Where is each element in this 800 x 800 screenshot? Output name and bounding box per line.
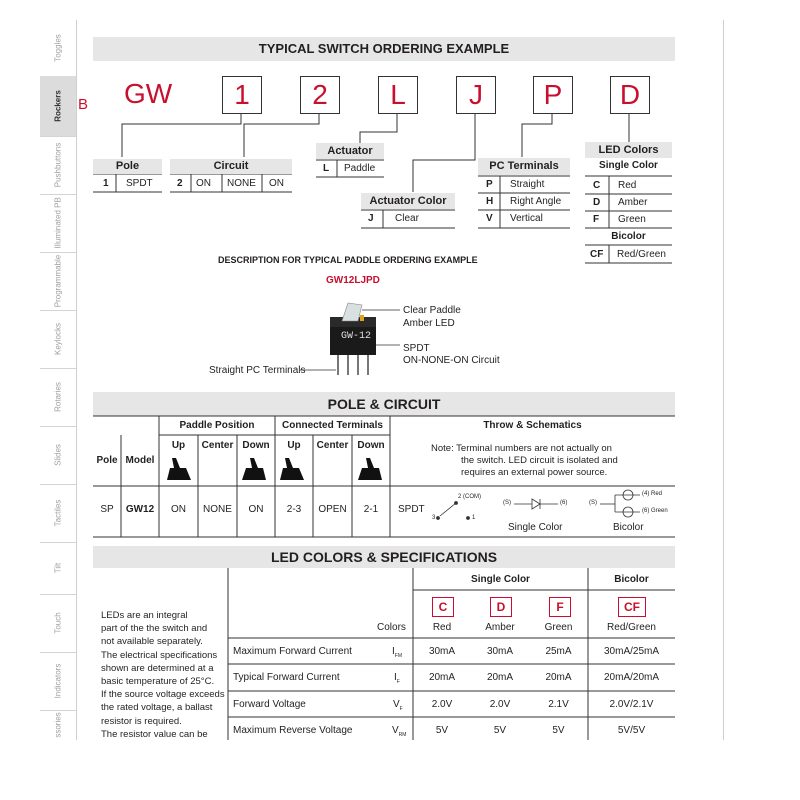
tab-label: Slides bbox=[53, 444, 63, 466]
schem-bicolor-label: Bicolor bbox=[613, 522, 644, 533]
pc-value-vertical: Vertical bbox=[510, 213, 543, 224]
spec-value: 5V/5V bbox=[617, 725, 646, 736]
led-bicolor-title: Bicolor bbox=[611, 231, 646, 242]
box-circuit: 2 bbox=[300, 76, 340, 114]
description-part-number: GW12LJPD bbox=[326, 275, 380, 286]
spec-symbol bbox=[392, 725, 406, 738]
color-name-green: Green bbox=[544, 622, 573, 633]
bicolor-header: Bicolor bbox=[614, 574, 649, 585]
spec-value: 2.0V bbox=[431, 699, 453, 710]
paddle-up-value: ON bbox=[171, 504, 186, 515]
pole-code: 1 bbox=[103, 178, 109, 189]
spec-value: 30mA/25mA bbox=[603, 646, 660, 657]
single-color-header: Single Color bbox=[471, 574, 530, 585]
terminal-note-1: Note: Terminal numbers are not actually on bbox=[431, 443, 612, 454]
throw-value: SPDT bbox=[398, 504, 425, 515]
schem-bicolor-s: (S) bbox=[589, 500, 597, 506]
colors-label: Colors bbox=[377, 622, 406, 633]
tab-label: Pushbuttons bbox=[53, 142, 63, 188]
terminal-note-3: requires an external power source. bbox=[461, 467, 608, 478]
paddle-center-header: Center bbox=[201, 440, 234, 451]
switch-model-print: GW-12 bbox=[341, 331, 372, 342]
spec-symbol bbox=[394, 672, 400, 685]
spec-symbol-sub: RM bbox=[398, 732, 407, 738]
spec-value: 20mA bbox=[428, 672, 456, 683]
intro-line: resistor is required. bbox=[101, 715, 182, 727]
pc-terminals-title: PC Terminals bbox=[478, 158, 570, 175]
callout-amber-led: Amber LED bbox=[403, 318, 455, 329]
intro-line: The electrical specifications bbox=[101, 649, 218, 661]
spec-value: 5V bbox=[552, 725, 565, 736]
callout-spdt: SPDT bbox=[403, 343, 430, 354]
led-value-red-green: Red/Green bbox=[617, 249, 666, 260]
led-colors-title: LED Colors bbox=[585, 142, 672, 158]
circuit-title: Circuit bbox=[170, 159, 292, 174]
spec-value: 5V bbox=[493, 725, 507, 736]
paddle-center-value: NONE bbox=[203, 504, 232, 515]
schem-t1: 1 bbox=[472, 515, 476, 521]
spec-symbol-sub: F bbox=[399, 706, 403, 712]
tab-label: ssories bbox=[53, 712, 63, 738]
circuit-up: ON bbox=[196, 178, 211, 189]
spec-value: 20mA bbox=[545, 672, 572, 683]
spec-label-typical-forward-current: Typical Forward Current bbox=[233, 672, 340, 683]
callout-circuit: ON-NONE-ON Circuit bbox=[403, 355, 500, 366]
color-name-red: Red bbox=[432, 622, 452, 633]
terminals-down-value: 2-1 bbox=[363, 504, 379, 515]
pc-code-p: P bbox=[486, 179, 493, 190]
spec-symbol-letter: I bbox=[392, 646, 395, 657]
terminals-up-header: Up bbox=[287, 440, 301, 451]
schem-green: (6) Green bbox=[642, 508, 668, 514]
pole-title: Pole bbox=[93, 159, 162, 174]
tab-label: Tilt bbox=[53, 562, 63, 574]
schem-com: 2 (COM) bbox=[458, 494, 481, 500]
spec-value: 2.1V bbox=[548, 699, 569, 710]
schem-t3: 3 bbox=[432, 515, 436, 521]
tab-label: Programmable bbox=[53, 254, 63, 308]
connected-terminals-header: Connected Terminals bbox=[282, 420, 383, 431]
color-code-cf: CF bbox=[618, 597, 646, 617]
paddle-up-header: Up bbox=[171, 440, 186, 451]
pole-circuit-title: POLE & CIRCUIT bbox=[93, 392, 675, 416]
schem-single-s: (S) bbox=[503, 500, 511, 506]
spec-value: 20mA/20mA bbox=[603, 672, 660, 683]
pc-code-h: H bbox=[486, 196, 494, 207]
callout-terminals: Straight PC Terminals bbox=[209, 365, 306, 376]
terminals-up-value: 2-3 bbox=[286, 504, 302, 515]
spec-value: 30mA bbox=[428, 646, 456, 657]
led-single-title: Single Color bbox=[599, 160, 658, 171]
spec-label-max-forward-current: Maximum Forward Current bbox=[233, 646, 352, 657]
description-title: DESCRIPTION FOR TYPICAL PADDLE ORDERING EXAMPLE bbox=[218, 255, 478, 265]
intro-line: the rated voltage, a ballast bbox=[101, 702, 213, 714]
led-code-f: F bbox=[593, 214, 600, 225]
spec-label-forward-voltage: Forward Voltage bbox=[233, 699, 306, 710]
spec-symbol bbox=[393, 699, 403, 712]
terminals-center-header: Center bbox=[316, 440, 349, 451]
terminal-note-2: the switch. LED circuit is isolated and bbox=[461, 455, 618, 466]
color-name-red-green: Red/Green bbox=[607, 622, 656, 633]
spec-symbol bbox=[392, 646, 402, 659]
box-pole: 1 bbox=[222, 76, 262, 114]
tab-label: Rockers bbox=[53, 90, 63, 122]
intro-line: shown are determined at a bbox=[101, 662, 214, 674]
led-value-red: Red bbox=[618, 180, 637, 191]
actuator-code: L bbox=[323, 163, 330, 174]
box-actuator-color: J bbox=[456, 76, 496, 114]
actuator-color-code: J bbox=[368, 213, 374, 224]
paddle-down-value: ON bbox=[248, 504, 264, 515]
tab-label: Indicators bbox=[53, 663, 63, 699]
pole-value: SPDT bbox=[126, 178, 153, 189]
box-led-colors: D bbox=[610, 76, 650, 114]
actuator-color-value: Clear bbox=[395, 213, 419, 224]
spec-symbol-sub: FM bbox=[394, 653, 403, 659]
color-code-d: D bbox=[490, 597, 512, 617]
pc-value-right-angle: Right Angle bbox=[510, 196, 562, 207]
led-code-c: C bbox=[593, 180, 601, 191]
ordering-title: TYPICAL SWITCH ORDERING EXAMPLE bbox=[93, 37, 675, 61]
terminals-center-value: OPEN bbox=[318, 504, 347, 515]
led-intro-paragraph bbox=[101, 609, 225, 741]
spec-symbol-letter: I bbox=[394, 672, 397, 683]
actuator-color-title: Actuator Color bbox=[361, 193, 455, 209]
terminals-down-header: Down bbox=[357, 440, 385, 451]
throw-schematics-header: Throw & Schematics bbox=[483, 420, 582, 431]
pole-value: SP bbox=[100, 504, 114, 515]
led-code-cf: CF bbox=[590, 249, 604, 260]
spec-value: 25mA bbox=[545, 646, 572, 657]
intro-line: not available separately. bbox=[101, 636, 203, 648]
circuit-center: NONE bbox=[227, 178, 256, 189]
spec-symbol-letter: V bbox=[392, 725, 399, 736]
intro-line: If the source voltage exceeds bbox=[101, 689, 225, 701]
spec-value: 2.0V bbox=[489, 699, 511, 710]
page-bottom-crop bbox=[40, 740, 800, 800]
intro-line: The resistor value can be bbox=[101, 728, 208, 740]
spec-value: 20mA bbox=[486, 672, 514, 683]
pc-code-v: V bbox=[486, 213, 493, 224]
color-code-f: F bbox=[549, 597, 571, 617]
pole-header: Pole bbox=[96, 455, 118, 466]
intro-line: basic temperature of 25°C. bbox=[101, 676, 215, 688]
prefix-gw: GW bbox=[124, 78, 173, 109]
spec-value: 30mA bbox=[486, 646, 514, 657]
paddle-position-header: Paddle Position bbox=[179, 420, 255, 431]
led-value-amber: Amber bbox=[618, 197, 648, 208]
spec-value: 5V bbox=[435, 725, 449, 736]
schem-single-label: Single Color bbox=[508, 522, 563, 533]
led-specs-title: LED COLORS & SPECIFICATIONS bbox=[93, 546, 675, 568]
circuit-code: 2 bbox=[177, 178, 183, 189]
actuator-value: Paddle bbox=[344, 163, 376, 174]
color-name-amber: Amber bbox=[485, 622, 515, 633]
spec-value: 2.0V/2.1V bbox=[609, 699, 654, 710]
tab-label: Tactiles bbox=[53, 499, 63, 527]
callout-clear-paddle: Clear Paddle bbox=[403, 305, 461, 316]
tab-label: Touch bbox=[53, 612, 63, 634]
paddle-down-header: Down bbox=[242, 440, 270, 451]
intro-line: part of the the switch and bbox=[101, 623, 208, 635]
actuator-title: Actuator bbox=[316, 143, 384, 159]
box-actuator: L bbox=[378, 76, 418, 114]
led-value-green: Green bbox=[618, 214, 646, 225]
tab-label: Rotaries bbox=[53, 382, 63, 412]
tab-label: Toggles bbox=[53, 34, 63, 62]
pc-value-straight: Straight bbox=[510, 179, 545, 190]
section-letter: B bbox=[78, 96, 89, 113]
spec-symbol-sub: F bbox=[396, 679, 400, 685]
tab-label: Illuminated PB bbox=[53, 197, 63, 249]
spec-symbol-letter: V bbox=[393, 699, 400, 710]
box-pc-terminals: P bbox=[533, 76, 573, 114]
circuit-down: ON bbox=[269, 178, 284, 189]
led-code-d: D bbox=[593, 197, 601, 208]
model-header: Model bbox=[125, 455, 155, 466]
model-value: GW12 bbox=[125, 504, 155, 515]
spec-label-max-reverse-voltage: Maximum Reverse Voltage bbox=[233, 725, 353, 736]
schem-red: (4) Red bbox=[642, 491, 663, 497]
color-code-c: C bbox=[432, 597, 454, 617]
schem-single-6: (6) bbox=[560, 500, 568, 506]
tab-label: Keylocks bbox=[53, 322, 63, 356]
intro-line: LEDs are an integral bbox=[101, 610, 188, 621]
